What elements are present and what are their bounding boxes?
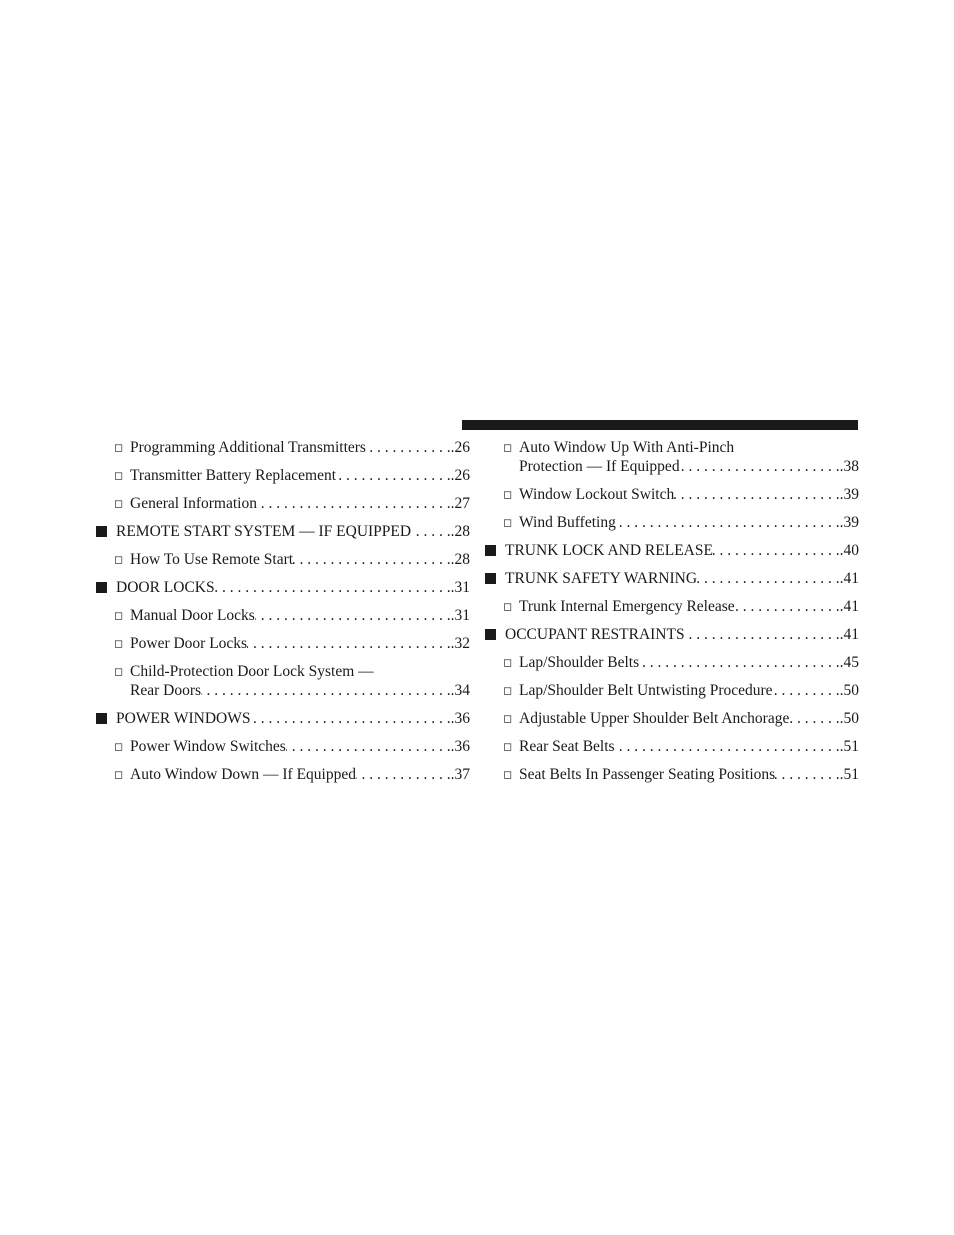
toc-page-number: . 38 bbox=[840, 457, 859, 476]
dot-leader bbox=[250, 709, 450, 728]
toc-entry-title: Adjustable Upper Shoulder Belt Anchorage bbox=[519, 710, 790, 727]
dot-leader bbox=[685, 625, 840, 644]
hollow-square-bullet-icon: ◻ bbox=[503, 517, 513, 529]
toc-subsection-entry[interactable] bbox=[485, 653, 859, 672]
toc-entry-title: Programming Additional Transmitters bbox=[130, 439, 366, 456]
toc-page-number: . 27 bbox=[451, 494, 470, 513]
toc-column-left bbox=[96, 438, 470, 793]
toc-subsection-entry[interactable] bbox=[96, 662, 470, 700]
toc-entry-title: TRUNK LOCK AND RELEASE bbox=[505, 542, 713, 559]
toc-section-entry[interactable] bbox=[96, 522, 470, 541]
toc-subsection-entry[interactable] bbox=[485, 765, 859, 784]
toc-entry-title: DOOR LOCKS bbox=[116, 579, 215, 596]
filled-square-bullet-icon bbox=[485, 573, 496, 584]
toc-entry-title: Window Lockout Switch bbox=[519, 486, 675, 503]
dot-leader bbox=[215, 578, 451, 597]
hollow-square-bullet-icon: ◻ bbox=[114, 741, 124, 753]
filled-square-bullet-icon bbox=[96, 582, 107, 593]
toc-entry-title: Wind Buffeting bbox=[519, 514, 616, 531]
toc-entry-title: Child-Protection Door Lock System — bbox=[130, 663, 374, 680]
dot-leader bbox=[286, 737, 451, 756]
hollow-square-bullet-icon: ◻ bbox=[503, 713, 513, 725]
dot-leader bbox=[773, 681, 840, 700]
hollow-square-bullet-icon: ◻ bbox=[114, 470, 124, 482]
toc-entry-title: How To Use Remote Start bbox=[130, 551, 294, 568]
dot-leader bbox=[201, 681, 451, 700]
dot-leader bbox=[735, 597, 840, 616]
dot-leader bbox=[615, 737, 840, 756]
toc-page-number: . 41 bbox=[840, 569, 859, 588]
toc-page-number: . 31 bbox=[451, 578, 470, 597]
toc-section-entry[interactable] bbox=[485, 625, 859, 644]
filled-square-bullet-icon bbox=[485, 629, 496, 640]
toc-subsection-entry[interactable] bbox=[485, 597, 859, 616]
toc-entry-title: Auto Window Up With Anti-Pinch bbox=[519, 439, 735, 456]
toc-column-right bbox=[485, 438, 859, 793]
toc-entry-title: General Information bbox=[130, 495, 257, 512]
filled-square-bullet-icon bbox=[96, 526, 107, 537]
dot-leader bbox=[697, 569, 840, 588]
toc-page-number: . 45 bbox=[840, 653, 859, 672]
dot-leader bbox=[616, 513, 840, 532]
toc-page-number: . 36 bbox=[451, 709, 470, 728]
hollow-square-bullet-icon: ◻ bbox=[114, 769, 124, 781]
toc-entry-title: TRUNK SAFETY WARNING bbox=[505, 570, 698, 587]
dot-leader bbox=[789, 709, 839, 728]
toc-page-number: . 31 bbox=[451, 606, 470, 625]
toc-subsection-entry[interactable] bbox=[485, 485, 859, 504]
toc-page-number: . 41 bbox=[840, 597, 859, 616]
toc-page-number: . 41 bbox=[840, 625, 859, 644]
toc-page-number: . 32 bbox=[451, 634, 470, 653]
dot-leader bbox=[255, 606, 451, 625]
toc-subsection-entry[interactable] bbox=[96, 765, 470, 784]
toc-subsection-entry[interactable] bbox=[485, 438, 859, 476]
toc-entry-title: Rear Doors bbox=[130, 682, 202, 699]
hollow-square-bullet-icon: ◻ bbox=[503, 601, 513, 613]
toc-entry-title: Trunk Internal Emergency Release bbox=[519, 598, 735, 615]
toc-entry-title: Rear Seat Belts bbox=[519, 738, 615, 755]
toc-entry-title: Manual Door Locks bbox=[130, 607, 255, 624]
dot-leader bbox=[336, 466, 451, 485]
toc-entry-title: Power Door Locks bbox=[130, 635, 248, 652]
dot-leader bbox=[247, 634, 451, 653]
filled-square-bullet-icon bbox=[96, 713, 107, 724]
toc-section-entry[interactable] bbox=[485, 541, 859, 560]
toc-entry-title: Transmitter Battery Replacement bbox=[130, 467, 337, 484]
toc-entry-title: OCCUPANT RESTRAINTS bbox=[505, 626, 685, 643]
toc-entry-title: Power Window Switches bbox=[130, 738, 286, 755]
toc-page-number: . 36 bbox=[451, 737, 470, 756]
hollow-square-bullet-icon: ◻ bbox=[114, 498, 124, 510]
toc-subsection-entry[interactable] bbox=[96, 737, 470, 756]
toc-subsection-entry[interactable] bbox=[485, 681, 859, 700]
dot-leader bbox=[356, 765, 451, 784]
hollow-square-bullet-icon: ◻ bbox=[114, 610, 124, 622]
toc-page-number: . 34 bbox=[451, 681, 470, 700]
toc-subsection-entry[interactable] bbox=[96, 494, 470, 513]
toc-subsection-entry[interactable] bbox=[96, 466, 470, 485]
toc-page-number: . 50 bbox=[840, 681, 859, 700]
hollow-square-bullet-icon: ◻ bbox=[114, 554, 124, 566]
toc-page-number: . 39 bbox=[840, 485, 859, 504]
toc-page-number: . 39 bbox=[840, 513, 859, 532]
hollow-square-bullet-icon: ◻ bbox=[503, 741, 513, 753]
toc-entry-title: REMOTE START SYSTEM — IF EQUIPPED bbox=[116, 523, 412, 540]
dot-leader bbox=[680, 457, 840, 476]
toc-entry-title: Seat Belts In Passenger Seating Positions bbox=[519, 766, 776, 783]
toc-section-entry[interactable] bbox=[485, 569, 859, 588]
hollow-square-bullet-icon: ◻ bbox=[503, 769, 513, 781]
toc-entry-title: Lap/Shoulder Belts bbox=[519, 654, 640, 671]
toc-page-number: . 28 bbox=[451, 550, 470, 569]
toc-page-number: . 26 bbox=[451, 438, 470, 457]
toc-page-number: . 37 bbox=[451, 765, 470, 784]
hollow-square-bullet-icon: ◻ bbox=[503, 657, 513, 669]
toc-subsection-entry[interactable] bbox=[96, 634, 470, 653]
hollow-square-bullet-icon: ◻ bbox=[114, 638, 124, 650]
toc-subsection-entry[interactable] bbox=[96, 438, 470, 457]
dot-leader bbox=[775, 765, 839, 784]
hollow-square-bullet-icon: ◻ bbox=[114, 442, 124, 454]
header-rule-bar bbox=[462, 420, 858, 430]
dot-leader bbox=[674, 485, 839, 504]
toc-page-number: . 40 bbox=[840, 541, 859, 560]
dot-leader bbox=[293, 550, 451, 569]
hollow-square-bullet-icon: ◻ bbox=[503, 442, 513, 454]
toc-entry-title: Auto Window Down — If Equipped bbox=[130, 766, 356, 783]
toc-page-number: . 51 bbox=[840, 765, 859, 784]
hollow-square-bullet-icon: ◻ bbox=[503, 685, 513, 697]
toc-section-entry[interactable] bbox=[96, 578, 470, 597]
toc-page-number: . 26 bbox=[451, 466, 470, 485]
toc-entry-title: POWER WINDOWS bbox=[116, 710, 251, 727]
dot-leader bbox=[713, 541, 840, 560]
toc-subsection-entry[interactable] bbox=[96, 550, 470, 569]
toc-page-number: . 28 bbox=[451, 522, 470, 541]
toc-subsection-entry[interactable] bbox=[485, 737, 859, 756]
toc-subsection-entry[interactable] bbox=[485, 709, 859, 728]
toc-entry-title: Lap/Shoulder Belt Untwisting Procedure bbox=[519, 682, 773, 699]
toc-page-number: . 50 bbox=[840, 709, 859, 728]
filled-square-bullet-icon bbox=[485, 545, 496, 556]
toc-subsection-entry[interactable] bbox=[96, 606, 470, 625]
toc-entry-title: Protection — If Equipped bbox=[519, 458, 680, 475]
hollow-square-bullet-icon: ◻ bbox=[503, 489, 513, 501]
dot-leader bbox=[411, 522, 451, 541]
hollow-square-bullet-icon: ◻ bbox=[114, 666, 124, 678]
toc-section-entry[interactable] bbox=[96, 709, 470, 728]
dot-leader bbox=[639, 653, 840, 672]
toc-subsection-entry[interactable] bbox=[485, 513, 859, 532]
dot-leader bbox=[257, 494, 451, 513]
toc-page-number: . 51 bbox=[840, 737, 859, 756]
dot-leader bbox=[366, 438, 451, 457]
